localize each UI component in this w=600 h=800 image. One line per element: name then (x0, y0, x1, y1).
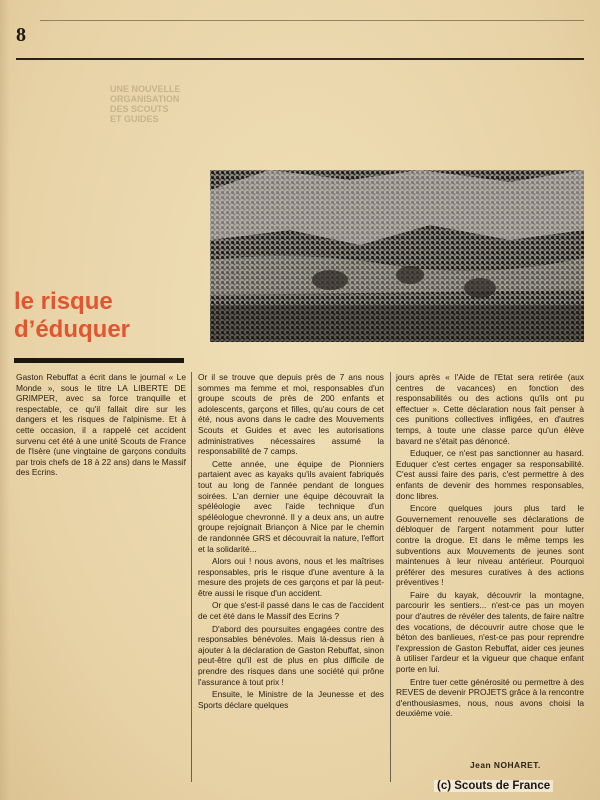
headline-bar (14, 358, 184, 363)
article-column-1 (198, 372, 384, 712)
col2-paragraph-2: Eduquer, ce n'est pas sanctionner au hasard. Eduquer c'est certes engager sa responsabilité. C'est aussi faire des paris, c'est permettre à des enfants de devenir des hommes responsables, donc libres. (396, 448, 584, 501)
article-lede: Gaston Rebuffat a écrit dans le journal « Le Monde », sous le titre LA LIBERTE DE GRIMPER, avec sa force tranquille et respectable, ce qu'il fallait dire sur les dangers et les risques de l'alpinisme. Et à cette occasion, il a rappelé cet accident survenu cet été à une unité Scouts de France de l'Isère (une vingtaine de garçons conduits par trois chefs de 18 à 22 ans) dans le Massif des Ecrins. (16, 372, 186, 478)
col1-paragraph-1: Or il se trouve que depuis près de 7 ans nous sommes ma femme et moi, responsables d'un groupe scouts de près de 200 enfants et adolescents, garçons et filles, qu'au cours de cet été, nous avons dans le cadre des Mouvements Scouts et Guides et avec les autorisations administratives nécessaires assumé la responsabilité de 7 camps. (198, 372, 384, 457)
col2-paragraph-1: jours après « l'Aide de l'Etat sera retirée (aux centres de vacances) en fonction des responsabilités ou des actions qu'ils ont pu effectuer ». Cette déclaration nous fait penser à ces punitions collectives infligées, en d'autres temps, à toute une classe parce qu'un élève bavard ne s'était pas dénoncé. (396, 372, 584, 446)
photo-halftone-scene (210, 170, 584, 342)
author-signature: Jean NOHARET. (470, 760, 541, 770)
headline-line-2: d’éduquer (14, 316, 131, 343)
column-rule-1 (191, 372, 192, 782)
col2-paragraph-5: Entre tuer cette générosité ou permettre à des REVES de devenir PROJETS grâce à la rencontre d'enthousiasmes, nous, nous avons choisi la deuxième voie. (396, 676, 584, 719)
col1-paragraph-5: D'abord des poursuites engagées contre des responsables bénévoles. Mais là-dessus rien à ajouter à la déclaration de Gaston Rebuffat, sinon peut-être qu'il est de plus en plus difficile de prendre des risques dans une société qui prône l'assurance à tout prix ! (198, 623, 384, 687)
col1-paragraph-2: Cette année, une équipe de Pionniers partaient avec as kayaks qu'ils avaient fabriqués tout au long de l'année pendant de longues soirées. L'an dernier une équipe découvrait la spéléologie avec l'aide technique d'un spéléologue chevronné. Il y a deux ans, un autre groupe rejoignait Briançon à Nice par le chemin de randonnée GRS et découvrait la nature, l'effort et la solidarité... (198, 458, 384, 554)
article-headline (14, 288, 194, 344)
col2-paragraph-4: Faire du kayak, découvrir la montagne, parcourir les sentiers... n'est-ce pas un moyen pour d'autres de révéler des talents, de faire naître des vocations, de découvrir autre chose que le béton des banlieues, n'est-ce pas pour reprendre l'expression de Gaston Rebuffat, aider ces jeunes à utiliser l'ardeur et la vigueur que chaque enfant porte en lui. (396, 589, 584, 675)
header-thin-rule (40, 20, 584, 21)
page-number: 8 (16, 24, 26, 46)
article-photo (210, 170, 584, 342)
bleed-through-title: UNE NOUVELLE ORGANISATION DES SCOUTS ET GUIDES (110, 84, 181, 124)
col2-paragraph-3: Encore quelques jours plus tard le Gouvernement renouvelle ses déclarations de débloquer de l'argent notamment pour lutter contre la drogue. Et dans le même temps les subventions aux Mouvements de jeunes sont maintenues à leur niveau antérieur. Pourquoi préférer des mesures curatives à des actions préventives ! (396, 503, 584, 588)
header-rule (16, 58, 584, 60)
column-rule-2 (390, 372, 391, 782)
copyright-watermark: (c) Scouts de France (434, 780, 553, 792)
col1-paragraph-4: Or que s'est-il passé dans le cas de l'accident de cet été dans le Massif des Ecrins ? (198, 600, 384, 622)
col1-paragraph-3: Alors oui ! nous avons, nous et les maîtrises responsables, pris le risque d'une aventure à la mesure des projets de ces garçons et par là peut-être aussi le risque d'un accident. (198, 556, 384, 598)
article-column-2 (396, 372, 584, 721)
page-fold-shadow (0, 0, 10, 800)
col1-paragraph-6: Ensuite, le Ministre de la Jeunesse et des Sports déclare quelques (198, 689, 384, 710)
headline-line-1: le risque (14, 288, 113, 315)
